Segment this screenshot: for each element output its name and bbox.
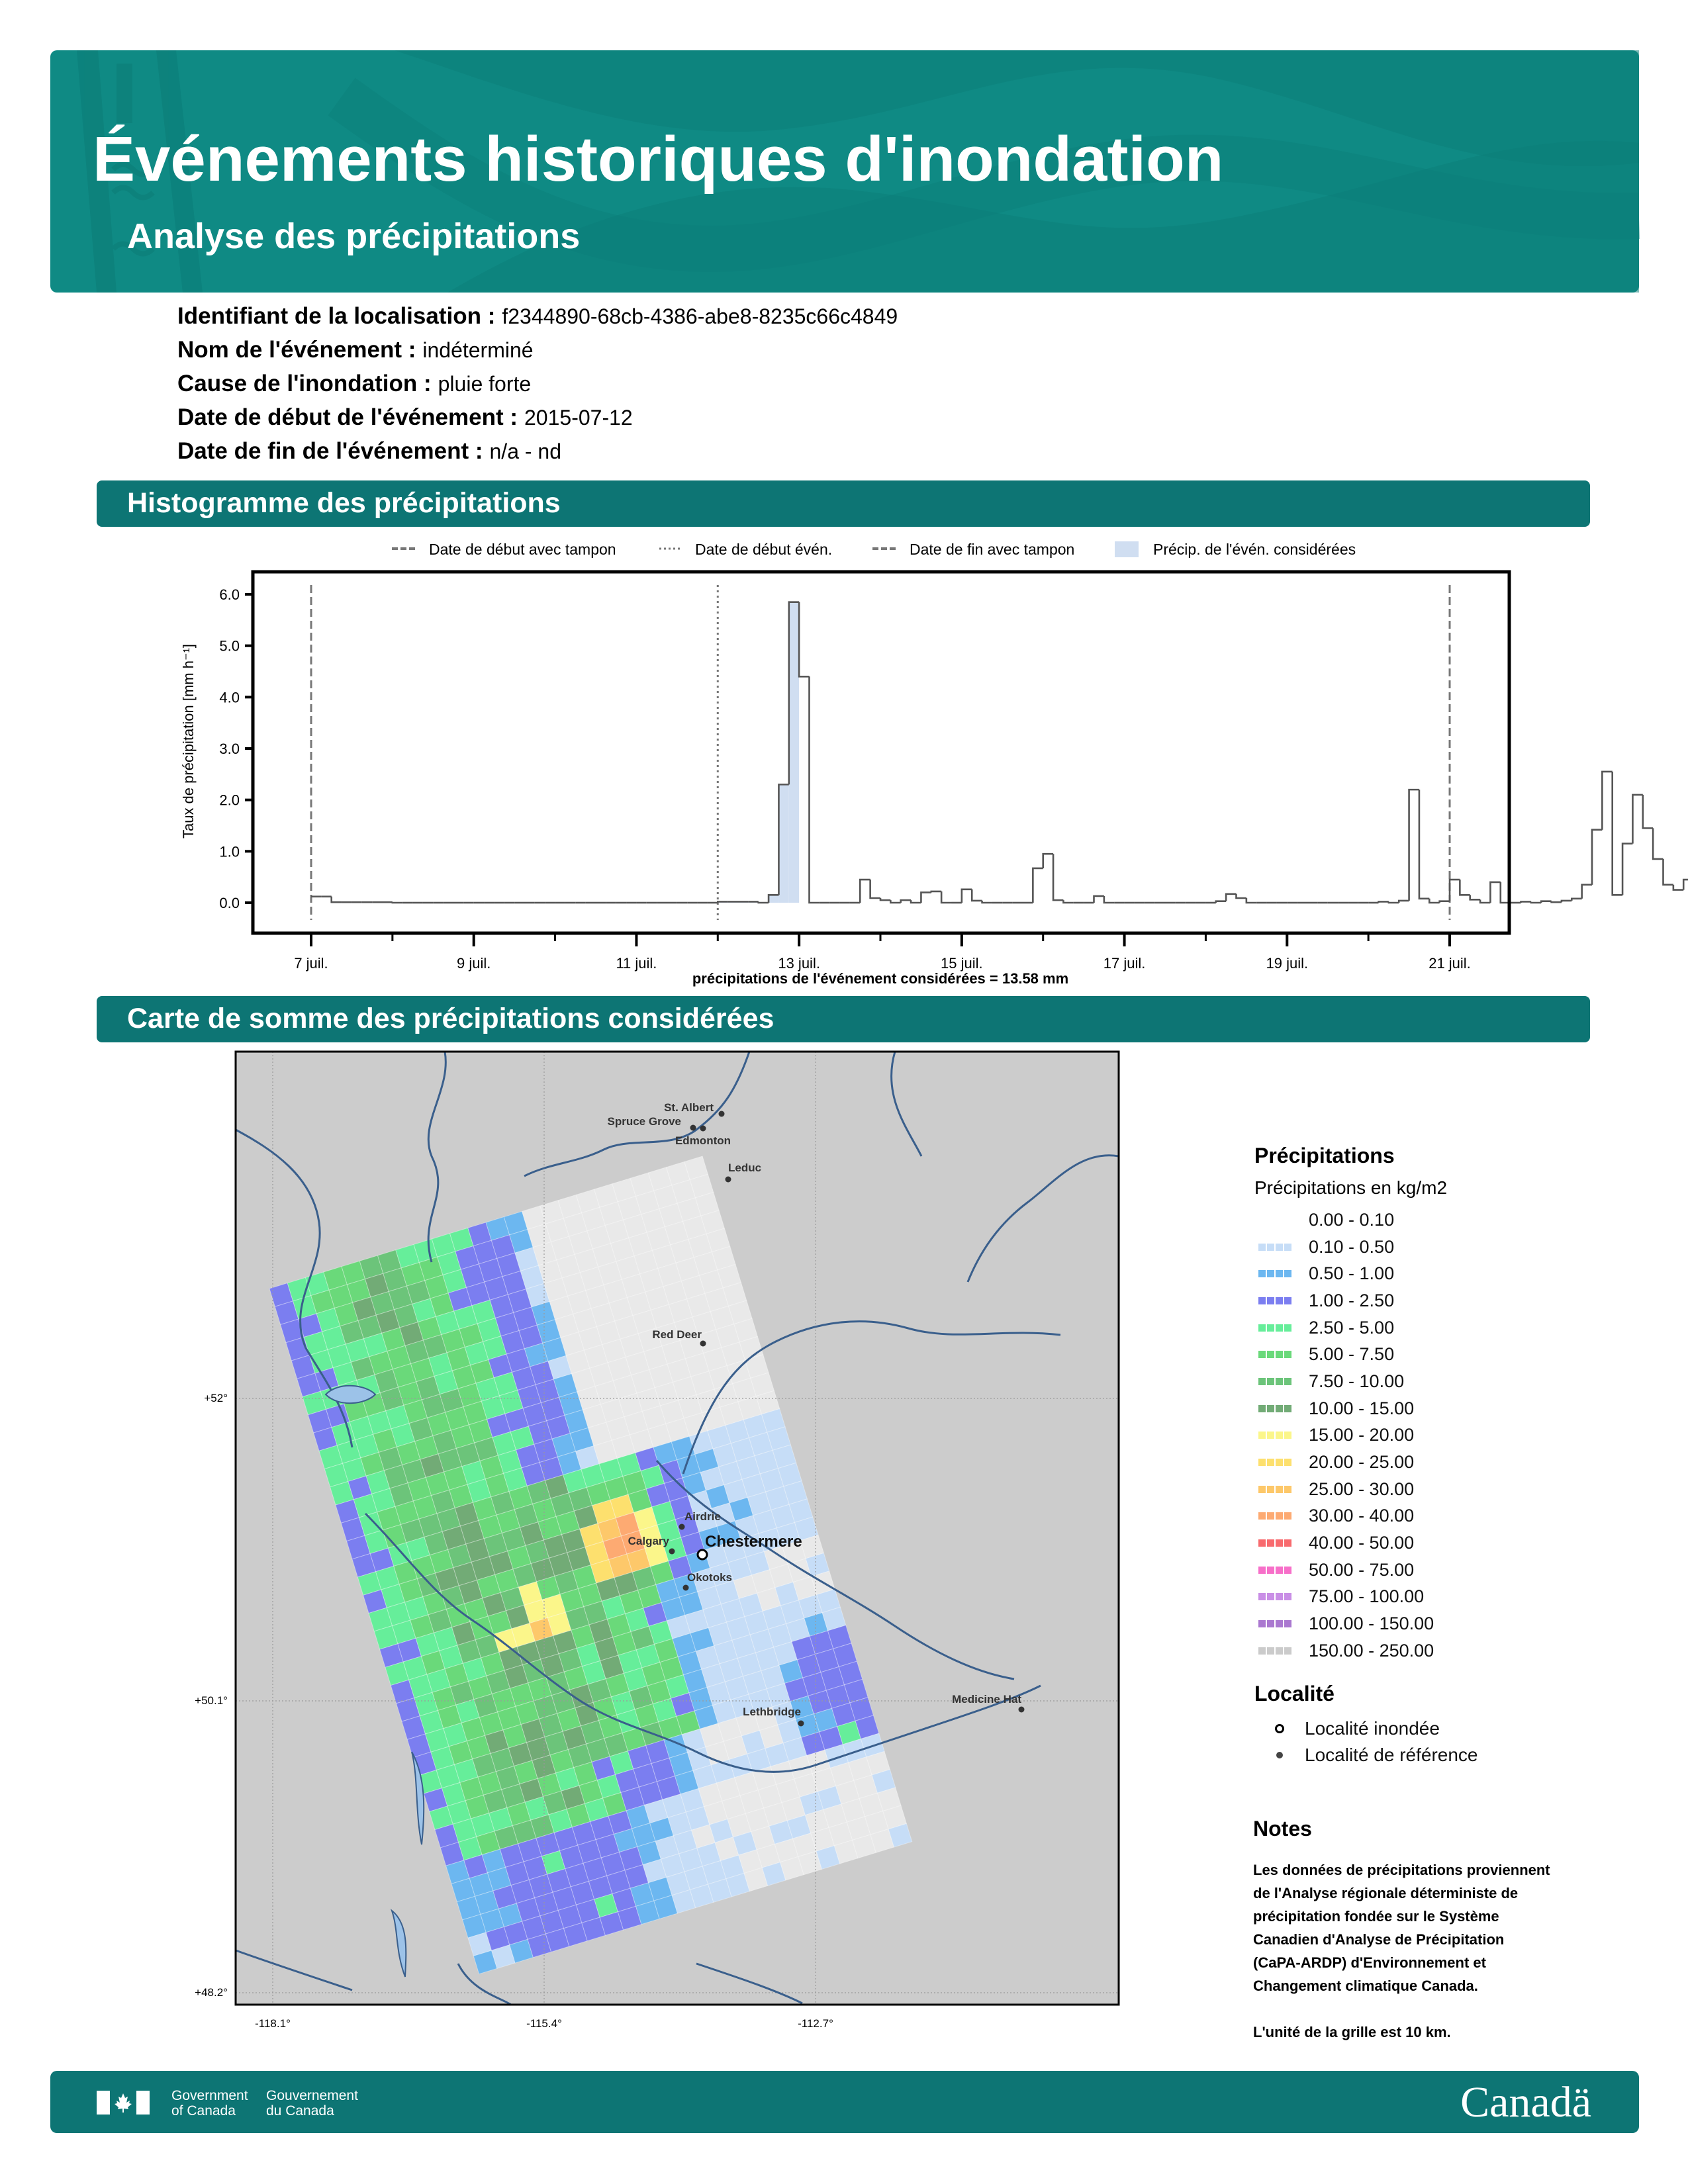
histogram-bin	[1053, 854, 1063, 900]
histogram-bin	[890, 900, 900, 903]
legend-label: Date de début évén.	[695, 541, 833, 558]
legend-label: 75.00 - 100.00	[1309, 1586, 1425, 1607]
y-tick-label: 6.0	[219, 586, 240, 603]
histogram-bin	[1592, 830, 1602, 885]
x-tick-label: 19 juil.	[1266, 955, 1309, 972]
histogram-bin	[1531, 901, 1541, 903]
legend-label: 40.00 - 50.00	[1309, 1533, 1415, 1553]
histogram-bin	[1094, 896, 1104, 903]
histogram-bin	[1470, 895, 1480, 899]
histogram-bin	[1571, 899, 1581, 901]
place-label: Leduc	[728, 1161, 762, 1174]
histogram-bin	[1409, 790, 1419, 901]
legend-swatch	[1258, 1647, 1293, 1655]
filled-dot-icon	[1254, 1751, 1305, 1760]
legend-swatch	[1258, 1216, 1293, 1224]
legend-swatch	[1258, 1567, 1293, 1574]
histogram-bin	[1643, 795, 1653, 828]
histogram-bin	[1216, 901, 1226, 903]
histogram-bin	[1541, 901, 1551, 903]
x-tick-label: 11 juil.	[616, 955, 657, 972]
legend-label: 2.50 - 5.00	[1309, 1317, 1395, 1338]
lat-label: +52°	[204, 1392, 228, 1404]
legend-swatch	[1258, 1351, 1293, 1358]
event-total-label: précipitations de l'événement considérées = 13.58 mm	[692, 970, 1069, 987]
legend-swatch	[1258, 1378, 1293, 1385]
histogram-bin	[1379, 901, 1389, 903]
place-label: Calgary	[628, 1535, 669, 1547]
histogram-bin	[759, 901, 769, 903]
info-label: Nom de l'événement :	[177, 337, 416, 363]
x-axis	[294, 934, 1470, 972]
histogram-bin	[1664, 859, 1673, 885]
place-label: St. Albert	[664, 1101, 714, 1114]
place-label: Medicine Hat	[952, 1693, 1021, 1706]
legend-class-row	[1254, 1584, 1625, 1611]
legend-swatch	[1258, 1593, 1293, 1600]
histogram-bin	[1429, 899, 1439, 903]
histogram-bin	[1440, 901, 1450, 903]
info-row-location-id	[177, 303, 898, 337]
x-tick-label: 21 juil.	[1429, 955, 1471, 972]
legend-class-row	[1254, 1422, 1625, 1449]
legend-swatch	[1258, 1405, 1293, 1412]
legend-label: 5.00 - 7.50	[1309, 1344, 1395, 1365]
precipitation-histogram-chart	[0, 516, 1688, 993]
legend-swatch	[1258, 1620, 1293, 1627]
histogram-bin	[1521, 901, 1531, 903]
histogram-bin	[982, 901, 992, 903]
info-label: Cause de l'inondation :	[177, 371, 432, 396]
histogram-bin	[972, 889, 982, 901]
legend-class-row	[1254, 1368, 1625, 1395]
histogram-bin	[1622, 844, 1632, 895]
legend-class-row	[1254, 1260, 1625, 1287]
legend-class-row	[1254, 1449, 1625, 1476]
histogram-bin	[1226, 894, 1236, 901]
histogram-bin	[799, 602, 809, 677]
y-tick-label: 2.0	[219, 792, 240, 809]
histogram-bin	[941, 891, 951, 903]
histogram-bin	[1490, 882, 1500, 903]
legend-label: Date de fin avec tampon	[910, 541, 1075, 558]
info-row-event-name	[177, 337, 898, 371]
legend-class-row	[1254, 1503, 1625, 1530]
legend-class-row	[1254, 1557, 1625, 1584]
reference-locality-marker	[679, 1524, 685, 1530]
info-row-end-date	[177, 438, 898, 472]
reference-locality-marker	[1019, 1707, 1025, 1713]
reference-locality-marker	[669, 1549, 675, 1555]
legend-class-row	[1254, 1314, 1625, 1342]
chart-legend	[392, 541, 1356, 558]
legend-swatch	[1258, 1539, 1293, 1547]
x-tick-label: 15 juil.	[941, 955, 983, 972]
place-label: Chestermere	[705, 1533, 802, 1551]
notes-title: Notes	[1253, 1817, 1312, 1841]
notes-body: Les données de précipitations proviennent de l'Analyse régionale déterministe de précipitation fondée sur le Système Canadien d'Analyse de Précipitation (CaPA-ARDP) d'Environnement et Changement climatique Canada. L'unité de la grille est 10 km.	[1253, 1862, 1550, 2040]
reference-locality-marker	[719, 1111, 725, 1117]
place-label: Spruce Grove	[607, 1115, 681, 1128]
legend-class-row	[1254, 1529, 1625, 1557]
legend-swatch	[1258, 1486, 1293, 1493]
legend-class-row	[1254, 1287, 1625, 1314]
histogram-bin	[1562, 901, 1571, 902]
legend-label: 100.00 - 150.00	[1309, 1614, 1434, 1634]
histogram-bin	[860, 880, 870, 903]
histogram-bin	[1602, 772, 1612, 830]
info-label: Date de début de l'événement :	[177, 404, 518, 430]
legend-label: 0.00 - 0.10	[1309, 1209, 1395, 1230]
place-label: Red Deer	[652, 1328, 702, 1341]
histogram-bin	[810, 676, 820, 903]
legend-label: 50.00 - 75.00	[1309, 1559, 1415, 1580]
lon-label: -115.4°	[526, 2017, 562, 2030]
legend-label: Localité inondée	[1305, 1717, 1440, 1739]
legend-class-row	[1254, 1395, 1625, 1422]
legend-label: 20.00 - 25.00	[1309, 1452, 1415, 1473]
legend-swatch	[1258, 1244, 1293, 1251]
histogram-bin	[1480, 899, 1490, 903]
canada-wordmark: Canadä	[1460, 2078, 1591, 2126]
histogram-bin	[1683, 880, 1688, 890]
legend-flooded-locality	[1254, 1715, 1625, 1742]
reference-locality-marker	[683, 1585, 689, 1591]
histogram-bin	[901, 900, 911, 903]
notes	[1253, 1817, 1611, 2044]
legend-label: 30.00 - 40.00	[1309, 1506, 1415, 1526]
legend-label: Précip. de l'évén. considérées	[1153, 541, 1356, 558]
y-tick-label: 5.0	[219, 637, 240, 655]
info-row-flood-cause	[177, 371, 898, 404]
lat-label: +50.1°	[195, 1694, 228, 1707]
reference-locality-marker	[726, 1177, 731, 1183]
legend-label: 7.50 - 10.00	[1309, 1371, 1405, 1391]
legend-label: 15.00 - 20.00	[1309, 1425, 1415, 1445]
plot-area	[311, 585, 1688, 920]
reference-locality-marker	[700, 1126, 706, 1132]
legend-swatch	[1258, 1512, 1293, 1520]
y-tick-label: 4.0	[219, 689, 240, 706]
gov-en-label: Government of Canada	[171, 2088, 248, 2118]
legend-label: 0.50 - 1.00	[1309, 1263, 1395, 1284]
event-precip-fill	[789, 602, 799, 903]
place-label: Okotoks	[687, 1571, 733, 1584]
legend-swatch	[1258, 1297, 1293, 1304]
histogram-bin	[1613, 772, 1622, 895]
legend-label: 1.00 - 2.50	[1309, 1290, 1395, 1310]
place-label: Edmonton	[675, 1134, 731, 1147]
precipitation-map	[195, 1050, 1120, 2036]
info-label: Identifiant de la localisation :	[177, 303, 496, 329]
map-canvas	[195, 1050, 1120, 2036]
histogram-bin	[1653, 828, 1663, 859]
lat-label: +48.2°	[195, 1986, 228, 1999]
legend-swatch	[1258, 1459, 1293, 1466]
legend-label: Date de début avec tampon	[429, 541, 616, 558]
locality-title: Localité	[1254, 1681, 1335, 1706]
histogram-bin	[1632, 795, 1642, 844]
histogram-bin	[1063, 900, 1073, 903]
histogram-bin	[1399, 901, 1409, 903]
histogram-bin	[880, 898, 890, 900]
info-value: f2344890-68cb-4386-abe8-8235c66c4849	[502, 304, 898, 328]
histogram-bin	[931, 891, 941, 893]
y-axis	[219, 586, 253, 911]
legend-class-row	[1254, 1234, 1625, 1261]
gov-fr-label: Gouvernement du Canada	[266, 2088, 358, 2118]
histogram-bin	[921, 892, 931, 903]
info-value: pluie forte	[438, 372, 532, 396]
info-value: n/a - nd	[489, 439, 562, 463]
legend-fill-swatch	[1115, 541, 1139, 557]
legend-reference-locality	[1254, 1742, 1625, 1768]
y-tick-label: 0.0	[219, 895, 240, 911]
histogram-bin	[1419, 790, 1429, 899]
legend-classes	[1254, 1206, 1625, 1664]
legend-swatch	[1258, 1324, 1293, 1332]
place-label: Airdrie	[684, 1510, 721, 1523]
info-value: 2015-07-12	[524, 406, 633, 430]
histogram-bin	[962, 889, 972, 903]
y-tick-label: 1.0	[219, 843, 240, 860]
histogram-bin	[393, 902, 402, 903]
map-legend	[1254, 1144, 1625, 1768]
lon-label: -118.1°	[255, 2017, 291, 2030]
lon-label: -112.7°	[798, 2017, 833, 2030]
histogram-bin	[911, 900, 921, 903]
histogram-bin	[1246, 898, 1256, 903]
place-label: Lethbridge	[743, 1706, 801, 1718]
event-precip-fill	[769, 895, 778, 903]
y-axis-label: Taux de précipitation [mm h⁻¹]	[180, 643, 197, 839]
event-precip-fill	[778, 784, 788, 903]
reference-locality-marker	[690, 1125, 696, 1131]
flooded-locality-marker	[698, 1550, 707, 1559]
histogram-bin	[1460, 880, 1470, 895]
reference-locality-marker	[798, 1721, 804, 1727]
histogram-bin	[1552, 901, 1562, 903]
section-title: Histogramme des précipitations	[127, 487, 561, 519]
legend-swatch	[1258, 1270, 1293, 1277]
legend-label: 25.00 - 30.00	[1309, 1479, 1415, 1499]
legend-title: Précipitations	[1254, 1144, 1395, 1167]
x-tick-label: 17 juil.	[1103, 955, 1146, 972]
x-tick-label: 9 juil.	[457, 955, 491, 972]
section-header-map	[97, 996, 1590, 1042]
x-tick-label: 7 juil.	[294, 955, 328, 972]
legend-class-row	[1254, 1476, 1625, 1503]
histogram-bin	[1673, 885, 1683, 890]
legend-swatch	[1258, 1432, 1293, 1439]
histogram-bin	[1582, 885, 1592, 899]
histogram-bin	[332, 897, 342, 903]
histogram-bin	[1043, 854, 1053, 868]
legend-class-row	[1254, 1206, 1625, 1234]
section-title: Carte de somme des précipitations considérées	[127, 1003, 774, 1034]
page-subtitle: Analyse des précipitations	[127, 216, 581, 256]
footer	[50, 2071, 1639, 2133]
histogram-bin	[1104, 896, 1114, 903]
legend-class-row	[1254, 1341, 1625, 1368]
histogram-bin	[870, 880, 880, 898]
page-title: Événements historiques d'inondation	[93, 124, 1224, 195]
x-tick-label: 13 juil.	[778, 955, 820, 972]
event-info	[177, 303, 898, 472]
legend-class-row	[1254, 1610, 1625, 1637]
y-tick-label: 3.0	[219, 741, 240, 757]
legend-label: 10.00 - 15.00	[1309, 1398, 1415, 1418]
header-banner	[50, 50, 1639, 293]
legend-label: Localité de référence	[1305, 1744, 1478, 1765]
legend-label: 0.10 - 0.50	[1309, 1236, 1395, 1257]
histogram-bin	[1389, 901, 1399, 903]
info-value: indéterminé	[422, 338, 534, 362]
histogram-bin	[1033, 868, 1043, 903]
legend-subtitle: Précipitations en kg/m2	[1254, 1177, 1448, 1198]
info-row-start-date	[177, 404, 898, 438]
info-label: Date de fin de l'événement :	[177, 438, 483, 464]
canada-flag-icon	[97, 2091, 150, 2115]
open-circle-icon	[1254, 1723, 1305, 1734]
plot-frame	[253, 572, 1509, 933]
legend-label: 150.00 - 250.00	[1309, 1640, 1434, 1661]
reference-locality-marker	[700, 1341, 706, 1347]
histogram-bin	[1450, 880, 1460, 901]
histogram-bin	[1237, 894, 1246, 898]
legend-class-row	[1254, 1637, 1625, 1664]
